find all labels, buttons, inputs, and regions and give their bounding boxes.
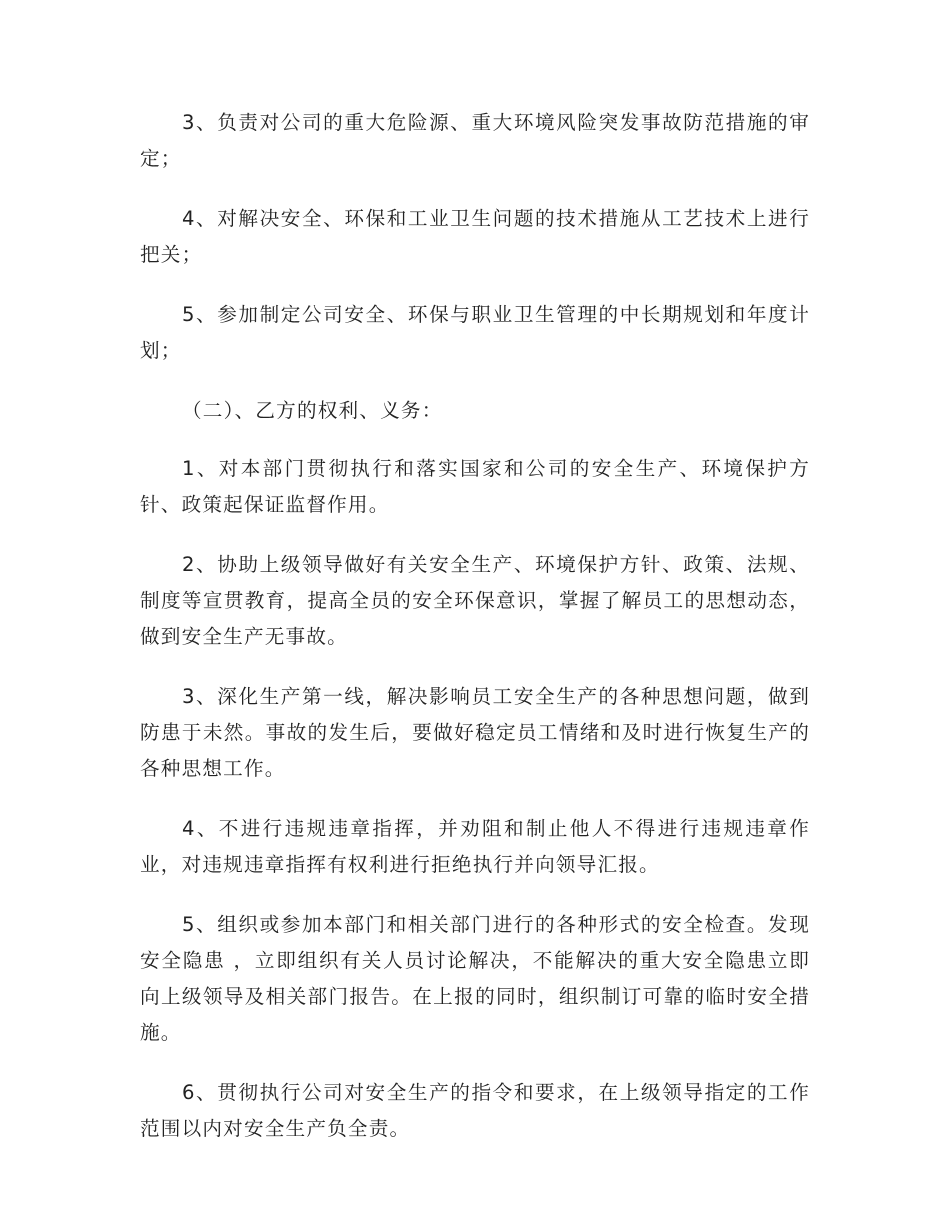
paragraph-assist-leadership: 2、协助上级领导做好有关安全生产、环境保护方针、政策、法规、制度等宣贯教育，提高全员的安全环保意识，掌握了解员工的思想动态，做到安全生产无事故。 bbox=[140, 553, 810, 648]
paragraph-safety-inspection: 5、组织或参加本部门和相关部门进行的各种形式的安全检查。发现安全隐患 ，立即组织有关人员讨论解决，不能解决的重大安全隐患立即向上级领导及相关部门报告。在上报的同时，组织制订可靠的临时安全措施。 bbox=[140, 913, 810, 1044]
section-heading-party-b-rights: （二）、乙方的权利、义务： bbox=[182, 399, 443, 422]
paragraph-review-hazard-measures: 3、负责对公司的重大危险源、重大环境风险突发事故防范措施的审定； bbox=[140, 111, 810, 170]
paragraph-technical-measures-check: 4、对解决安全、环保和工业卫生问题的技术措施从工艺技术上进行把关； bbox=[140, 207, 810, 266]
paragraph-execute-directives: 6、贯彻执行公司对安全生产的指令和要求，在上级领导指定的工作范围以内对安全生产负全责。 bbox=[140, 1081, 810, 1140]
paragraph-frontline-work: 3、深化生产第一线，解决影响员工安全生产的各种思想问题，做到防患于未然。事故的发生后，要做好稳定员工情绪和及时进行恢复生产的各种思想工作。 bbox=[140, 685, 810, 780]
paragraph-long-term-planning: 5、参加制定公司安全、环保与职业卫生管理的中长期规划和年度计划； bbox=[140, 303, 810, 362]
paragraph-supervision-role: 1、对本部门贯彻执行和落实国家和公司的安全生产、环境保护方针、政策起保证监督作用。 bbox=[140, 457, 810, 516]
paragraph-no-violations: 4、不进行违规违章指挥，并劝阻和制止他人不得进行违规违章作业，对违规违章指挥有权利进行拒绝执行并向领导汇报。 bbox=[140, 817, 810, 876]
